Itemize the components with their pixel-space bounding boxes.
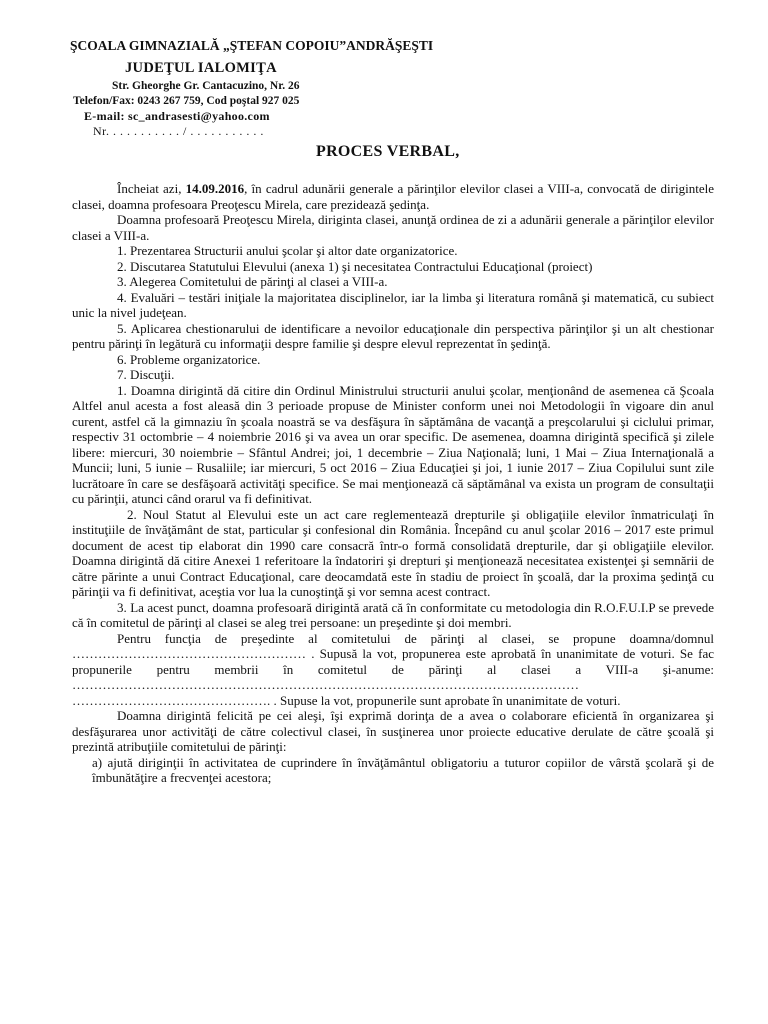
school-name: ŞCOALA GIMNAZIALĂ „ŞTEFAN COPOIU”ANDRĂŞEŞTI xyxy=(70,38,434,53)
school-email: E-mail: sc_andrasesti@yahoo.com xyxy=(84,109,270,123)
congrats-paragraph: Doamna dirigintă felicită pe cei aleşi, îşi exprimă dorinţa de a avea o colaborare eficientă în organizarea şi desfăşurarea unor activităţi de către colectivul clasei, în susţinerea unor proiecte educative derulate de către şcoală şi prezintă atribuţiile comitetului de părinţi: xyxy=(72,708,714,754)
president-paragraph: Pentru funcţia de preşedinte al comitetului de părinţi al clasei, se propune doamna/domnul ……………………………………………… . Supusă la vot, propunerea este aprobată în unanimitate de voturi. Se fac propunerile pentru membrii în comitetul de părinţi al clasei a VIII-a şi-anume: ……………………………………………………………………………………………………… ………………………………………. . Supuse la vot, propunerile sunt aprobate în unanimitate de voturi. xyxy=(72,630,714,708)
county-name: JUDEŢUL IALOMIŢA xyxy=(125,60,277,76)
structure-paragraph: 1. Doamna dirigintă dă citire din Ordinul Ministrului structurii anului şcolar, menţionând de asemenea că Şcoala Altfel anul acesta a fost aleasă din 3 perioade propuse de Minister conform unei noi Metodologii în vigoare din anul curent, astfel că la gimnaziu în şcoala noastră se va desfăşura în săptămâna de vacanţă a preşcolarului şi ciclului primar, respectiv 31 octombrie – 4 noiembrie 2016 şi va avea un orar specific. De asemenea, doamna dirigintă specifică şi zilele libere: miercuri, 30 noiembrie – Sfântul Andrei; joi, 1 decembrie – Ziua Naţională; luni, 1 Mai – Ziua Internaţională a Muncii; luni, 5 iunie – Rusaliile; iar miercuri, 5 oct 2016 – Ziua Educaţiei şi joi, 1 iunie 2017 – Ziua Copilului sunt zile lucrătoare în care se desfăşoară activităţi specifice. Se mai menţionează că săptămânal va exista un program de consultaţii cu părinţii, atunci când orarul va fi definitivat. xyxy=(72,382,714,506)
agenda-item: 6. Probleme organizatorice. xyxy=(117,351,261,367)
agenda-item: 5. Aplicarea chestionarului de identificare a nevoilor educaţionale din perspectiva părinţilor şi un alt chestionar pentru părinţi în legătură cu informaţii despre familie şi despre elevul reprezentat în şedinţă. xyxy=(72,320,714,351)
meeting-date: 14.09.2016 xyxy=(185,181,245,196)
school-phone: Telefon/Fax: 0243 267 759, Cod poştal 927 025 xyxy=(73,95,300,107)
agenda-item: 3. Alegerea Comitetului de părinţi al clasei a VIII-a. xyxy=(117,274,388,289)
agenda-intro-paragraph: Doamna profesoară Preoţescu Mirela, diriginta clasei, anunţă ordinea de zi a adunării generale a părinţilor elevilor clasei a VIII-a. xyxy=(72,212,714,243)
document-body xyxy=(72,181,714,786)
agenda-item: 1. Prezentarea Structurii anului şcolar şi altor date organizatorice. xyxy=(117,243,458,258)
school-address: Str. Gheorghe Gr. Cantacuzino, Nr. 26 xyxy=(112,80,300,92)
document-title: PROCES VERBAL, xyxy=(316,143,460,160)
agenda-item: 4. Evaluări – testări iniţiale la majoritatea disciplinelor, iar la limba şi literatura română şi matematică, cu subiect unic la nivel judeţean. xyxy=(72,289,714,320)
statute-paragraph: 2. Noul Statut al Elevului este un act care reglementează drepturile şi obligaţiile elevilor înmatriculaţi în instituţiile de învăţământ de stat, particular şi confesional din România. Începând cu anul şcolar 2016 – 2017 este primul document de acest tip elaborat din 1990 care consacră într-o formă consolidată drepturile, dar şi obligaţiile elevilor. Doamna dirigintă dă citire Anexei 1 referitoare la îndatoriri şi drepturi şi menţionează necesitatea existenţei şi semnării de către părinte a unui Contract Educaţional, care deocamdată este în stadiu de proiect în şcoală, dar la proxima şedinţă cu părinţii va fi definitivat, aceştia vor lua la cunoştinţă şi vor semna acest contract. xyxy=(72,506,714,599)
committee-paragraph: 3. La acest punct, doamna profesoară dirigintă arată că în conformitate cu metodologia din R.O.F.U.I.P se prevede că în comitetul de părinţi al clasei se aleg trei persoane: un preşedinte şi doi membri. xyxy=(72,599,714,630)
intro-paragraph: Încheiat azi, 14.09.2016, în cadrul adunării generale a părinţilor elevilor clasei a VIII-a, convocată de dirigintele clasei, doamna profesoara Preoţescu Mirela, care prezidează şedinţa. xyxy=(72,181,714,212)
agenda-item: 2. Discutarea Statutului Elevului (anexa 1) şi necesitatea Contractului Educaţional (proiect) xyxy=(117,258,593,274)
attribution-item-a: a) ajută diriginţii în activitatea de cuprindere în învăţământul obligatoriu a tuturor copiilor de vârstă şcolară şi de îmbunătăţire a frecvenţei acestora; xyxy=(92,754,714,785)
agenda-item: 7. Discuţii. xyxy=(117,367,175,382)
registration-number: Nr. . . . . . . . . . . / . . . . . . . . . . . xyxy=(93,124,264,138)
